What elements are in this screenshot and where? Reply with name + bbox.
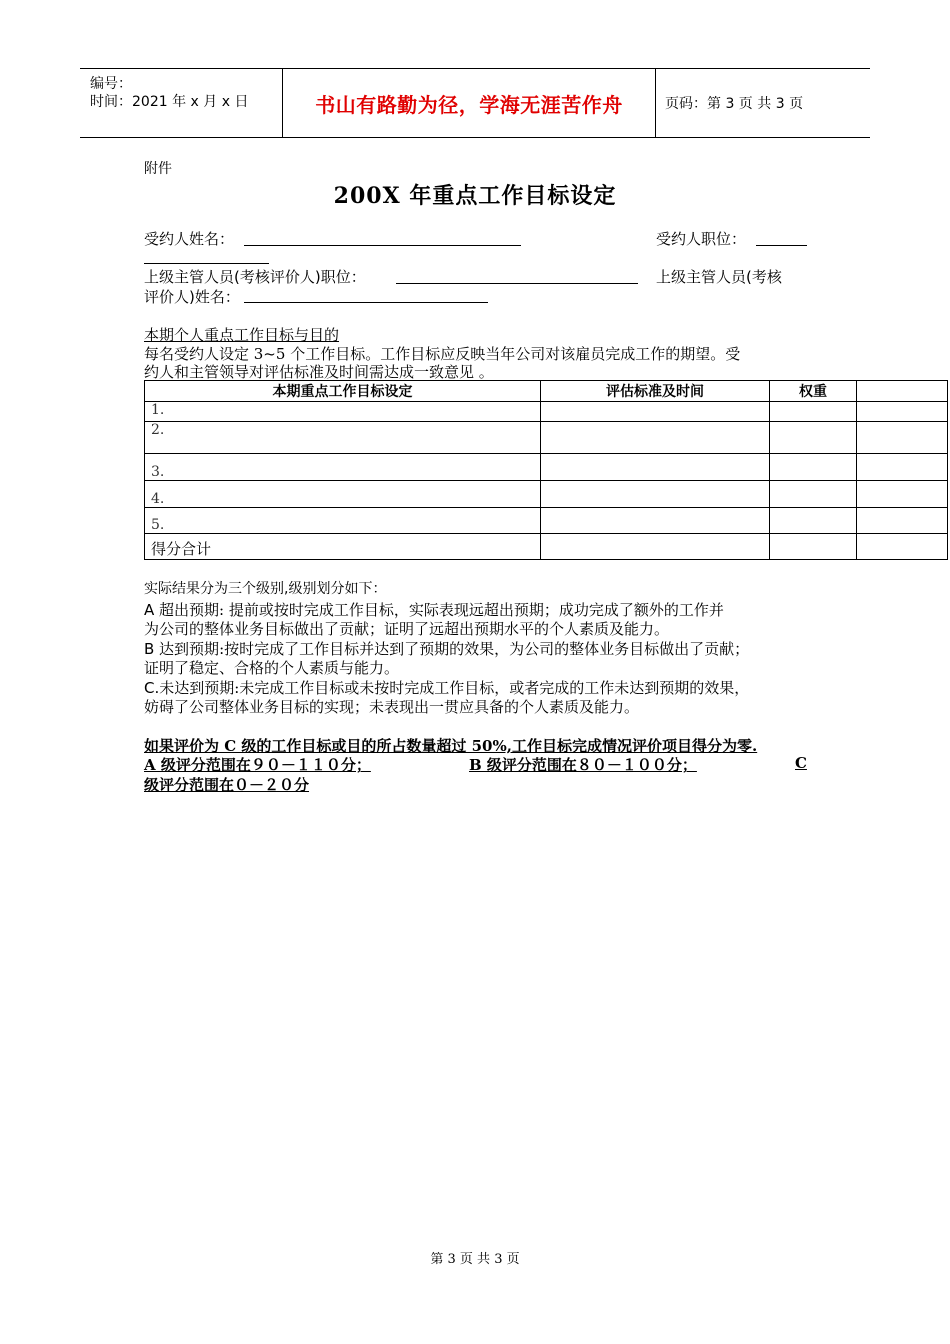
appointee-position-blank[interactable] xyxy=(756,245,807,246)
total-label: 得分合计 xyxy=(145,534,541,560)
level-b-text-1: :按时完成了工作目标并达到了预期的效果，为公司的整体业务目标做出了贡献； xyxy=(219,640,750,658)
table-cell[interactable] xyxy=(770,508,857,534)
table-cell[interactable] xyxy=(541,454,770,481)
table-cell[interactable] xyxy=(857,481,948,508)
table-cell[interactable] xyxy=(857,534,948,560)
table-row xyxy=(145,402,948,422)
table-cell[interactable] xyxy=(770,454,857,481)
table-header-row xyxy=(145,381,948,402)
level-b-label: B 达到预期 xyxy=(144,640,220,658)
table-row xyxy=(145,508,948,534)
page-footer: 第 3 页 共 3 页 xyxy=(430,1252,520,1267)
rule-line: 如果评价为 C 级的工作目标或目的所占数量超过 50%,工作目标完成情况评价项目得分为零. xyxy=(144,737,758,755)
level-c-line-1 xyxy=(144,677,749,698)
range-c-prefix: C xyxy=(795,754,807,772)
attachment-label: 附件 xyxy=(144,161,172,177)
row-number: 5. xyxy=(145,508,541,534)
header-goals: 本期重点工作目标设定 xyxy=(145,381,541,402)
row-number: 1. xyxy=(145,402,541,422)
motto: 书山有路勤为径，学海无涯苦作舟 xyxy=(315,92,623,117)
table-cell[interactable] xyxy=(770,481,857,508)
supervisor-name-label-a: 上级主管人员(考核 xyxy=(656,268,782,286)
table-row xyxy=(145,454,948,481)
intro-line-2: 约人和主管领导对评估标准及时间需达成一致意见 。 xyxy=(144,363,494,381)
range-b: B 级评分范围在８０－１００分； xyxy=(469,756,697,774)
level-a-text-1: : 提前或按时完成工作目标，实际表现远超出预期；成功完成了额外的工作并 xyxy=(219,601,724,619)
header-criteria: 评估标准及时间 xyxy=(541,381,770,402)
level-a-text-2: 为公司的整体业务目标做出了贡献；证明了远超出预期水平的个人素质及能力。 xyxy=(144,620,670,638)
header-right-cell xyxy=(655,69,870,137)
table-cell[interactable] xyxy=(770,422,857,454)
level-c-label: C.未达到预期 xyxy=(144,679,235,697)
table-cell[interactable] xyxy=(541,534,770,560)
table-cell[interactable] xyxy=(857,422,948,454)
supervisor-position-blank[interactable] xyxy=(396,283,638,284)
page-number-label: 页码：第 3 页 共 3 页 xyxy=(665,96,804,112)
header-weight: 权重 xyxy=(770,381,857,402)
header-motto-cell xyxy=(282,69,656,137)
level-c-text-2: 妨碍了公司整体业务目标的实现；未表现出一贯应具备的个人素质及能力。 xyxy=(144,698,640,716)
table-cell[interactable] xyxy=(541,508,770,534)
row-number: 4. xyxy=(145,481,541,508)
row-number: 2. xyxy=(145,422,541,454)
range-c-rest: 级评分范围在０－２０分 xyxy=(144,776,310,794)
level-c-text-1: :未完成工作目标或未按时完成工作目标，或者完成的工作未达到预期的效果， xyxy=(234,679,750,697)
document-title: 200X 年重点工作目标设定 xyxy=(333,183,617,209)
level-b-line-1 xyxy=(144,638,749,659)
level-b-text-2: 证明了稳定、合格的个人素质与能力。 xyxy=(144,659,400,677)
appointee-position-blank-continued[interactable] xyxy=(144,263,269,264)
range-a: A 级评分范围在９０－１１０分； xyxy=(144,756,371,774)
table-cell[interactable] xyxy=(541,422,770,454)
appointee-name-label: 受约人姓名： xyxy=(144,230,235,248)
table-row xyxy=(145,422,948,454)
time-label: 时间：2021 年 x 月 x 日 xyxy=(90,94,249,110)
level-a-line-1 xyxy=(144,599,724,620)
table-cell[interactable] xyxy=(541,481,770,508)
supervisor-name-label-b: 评价人)姓名： xyxy=(144,288,240,306)
appointee-name-blank[interactable] xyxy=(244,245,521,246)
row-number: 3. xyxy=(145,454,541,481)
appointee-position-label: 受约人职位： xyxy=(656,230,747,248)
goals-table xyxy=(144,380,948,560)
table-total-row xyxy=(145,534,948,560)
results-heading: 实际结果分为三个级别,级别划分如下： xyxy=(144,581,387,597)
page-header xyxy=(80,68,870,138)
supervisor-name-blank[interactable] xyxy=(244,302,488,303)
table-cell[interactable] xyxy=(770,402,857,422)
intro-line-1: 每名受约人设定 3~5 个工作目标。工作目标应反映当年公司对该雇员完成工作的期望。受 xyxy=(144,345,741,363)
table-cell[interactable] xyxy=(857,454,948,481)
level-a-label: A 超出预期 xyxy=(144,601,220,619)
table-cell[interactable] xyxy=(770,534,857,560)
header-extra xyxy=(857,381,948,402)
section-heading: 本期个人重点工作目标与目的 xyxy=(144,326,340,344)
code-label: 编号： xyxy=(90,76,132,92)
table-cell[interactable] xyxy=(857,508,948,534)
header-left-cell xyxy=(80,69,282,137)
table-cell[interactable] xyxy=(541,402,770,422)
table-cell[interactable] xyxy=(857,402,948,422)
table-row xyxy=(145,481,948,508)
supervisor-position-label: 上级主管人员(考核评价人)职位： xyxy=(144,268,366,286)
